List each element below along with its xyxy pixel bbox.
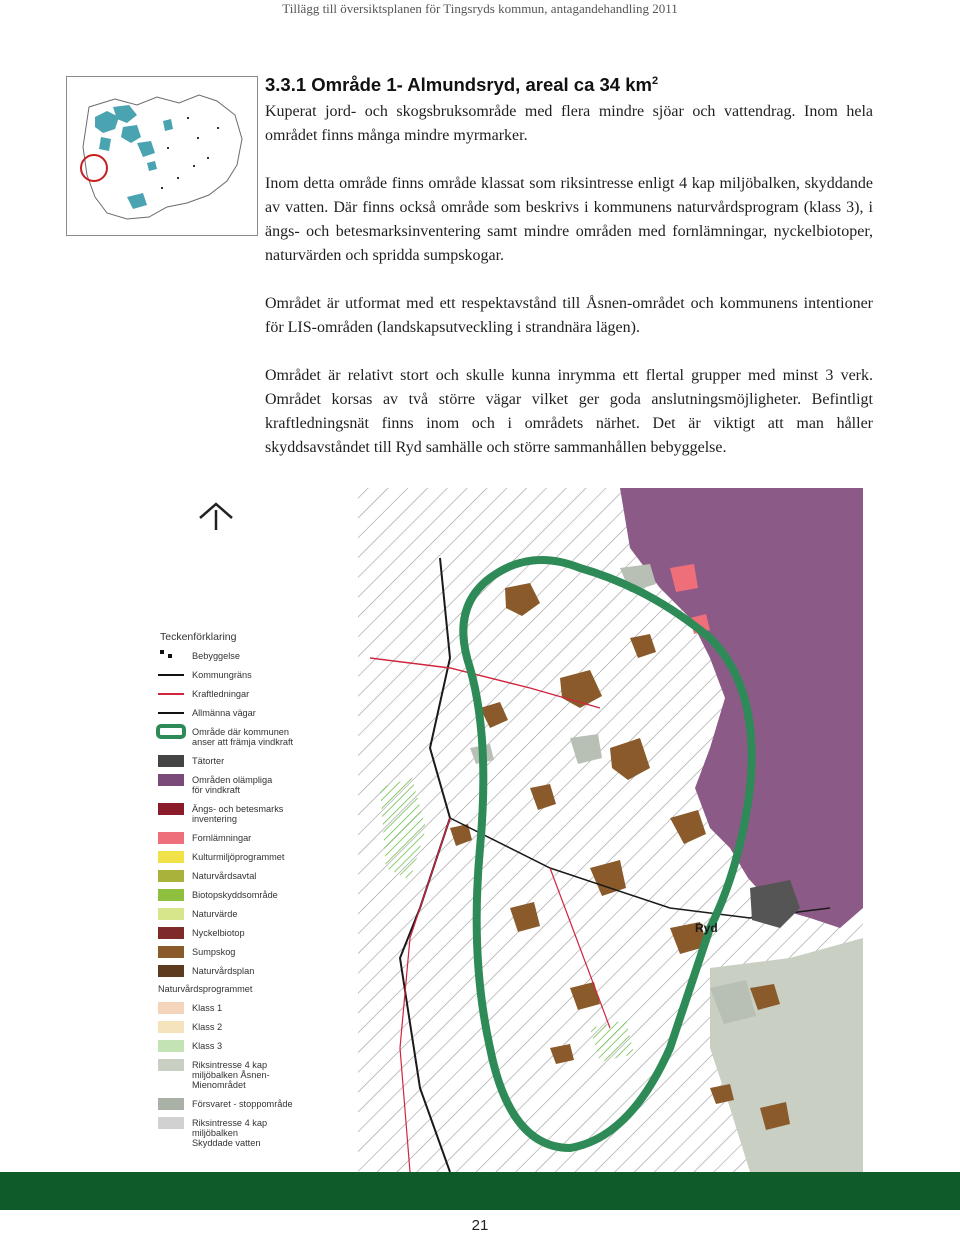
overview-map-graphic: [67, 77, 257, 235]
legend-label: anser att främja vindkraft: [192, 737, 294, 747]
legend-label: Mienområdet: [192, 1080, 246, 1090]
legend-label: Naturvärde: [192, 909, 238, 919]
legend-swatch: [158, 965, 184, 977]
legend-swatch: [158, 1059, 184, 1071]
paragraph: Området är utformat med ett respektavstånd till Åsnen-området och kommunens intentioner för LIS-områden (landskapsutveckling i strandnära lägen).: [265, 295, 873, 337]
legend-label: Områden olämpliga: [192, 775, 273, 785]
area-map: [150, 488, 863, 1172]
legend-swatch: [158, 832, 184, 844]
paragraph: Inom detta område finns område klassat som riksintresse enligt 4 kap miljöbalken, skyddande av vatten. Där finns också område som beskrivs i kommunens naturvårdsprogram (klass 3), i ängs- och betesmarksinventering samt mindre områden med fornlämningar, nyckelbiotoper, naturvärden och spridda sumpskogar.: [265, 175, 873, 265]
legend-swatch: [158, 1117, 184, 1129]
legend-swatch: [160, 650, 172, 658]
overview-map: [66, 76, 258, 236]
legend-label: Kraftledningar: [192, 689, 250, 699]
legend-swatch: [158, 946, 184, 958]
area-map-graphic: [150, 488, 863, 1172]
legend-label: miljöbalken Åsnen-: [192, 1070, 270, 1080]
legend-label: Klass 3: [192, 1041, 223, 1051]
legend-swatch: [158, 803, 184, 815]
legend-title: Teckenförklaring: [160, 631, 237, 643]
legend-label: Nyckelbiotop: [192, 928, 245, 938]
north-arrow-icon: [200, 504, 232, 530]
section-content: [265, 68, 873, 484]
legend-label: Kulturmiljöprogrammet: [192, 852, 285, 862]
legend-label: Tätorter: [192, 756, 225, 766]
legend-label: Riksintresse 4 kap: [192, 1060, 268, 1070]
legend-swatch: [158, 889, 184, 901]
legend-label: Allmänna vägar: [192, 708, 256, 718]
map-legend: [158, 631, 294, 1148]
legend-label: Riksintresse 4 kap: [192, 1118, 268, 1128]
legend-swatch: [158, 1040, 184, 1052]
legend-swatch: [158, 774, 184, 786]
legend-swatch: [158, 1021, 184, 1033]
legend-swatch: [158, 851, 184, 863]
legend-swatch: [158, 1002, 184, 1014]
legend-label: Försvaret - stoppområde: [192, 1099, 293, 1109]
legend-swatch: [158, 927, 184, 939]
legend-label: Skyddade vatten: [192, 1138, 261, 1148]
legend-subtitle: Naturvårdsprogrammet: [158, 984, 253, 994]
legend-label: Naturvårdsplan: [192, 966, 255, 976]
legend-label: Klass 1: [192, 1003, 223, 1013]
page-number: 21: [471, 1217, 489, 1234]
legend-label: miljöbalken: [192, 1128, 238, 1138]
place-label-ryd: Ryd: [695, 921, 718, 935]
legend-label: Biotopskyddsområde: [192, 890, 278, 900]
paragraph: Kuperat jord- och skogsbruksområde med flera mindre sjöar och vattendrag. Inom hela området finns många mindre myrmarker.: [265, 103, 873, 145]
legend-label: Bebyggelse: [192, 651, 241, 661]
running-header: Tillägg till översiktsplanen för Tingsryds kommun, antagandehandling 2011: [282, 1, 678, 16]
footer-bar: [0, 1172, 960, 1210]
legend-swatch: [158, 755, 184, 767]
legend-label: Naturvårdsavtal: [192, 871, 257, 881]
legend-label: inventering: [192, 814, 237, 824]
paragraph: Området är relativt stort och skulle kunna inrymma ett flertal grupper med minst 3 verk. Området korsas av två större vägar vilket ger goda anslutningsmöjligheter. Befintligt kraftledningsnät finns inom och i områdets närhet. Det är viktigt att man håller skyddsavståndet till Ryd samhälle och större sammanhållen bebyggelse.: [265, 367, 873, 457]
legend-label: Klass 2: [192, 1022, 223, 1032]
legend-swatch: [158, 908, 184, 920]
legend-label: Fornlämningar: [192, 833, 252, 843]
legend-label: Ängs- och betesmarks: [192, 804, 284, 814]
legend-label: för vindkraft: [192, 785, 240, 795]
legend-swatch: [158, 726, 184, 737]
legend-label: Kommungräns: [192, 670, 252, 680]
section-heading: 3.3.1 Område 1- Almundsryd, areal ca 34 $km^2$: [265, 74, 659, 96]
legend-label: Område där kommunen: [192, 727, 290, 737]
legend-label: Sumpskog: [192, 947, 236, 957]
legend-swatch: [158, 1098, 184, 1110]
legend-swatch: [158, 870, 184, 882]
